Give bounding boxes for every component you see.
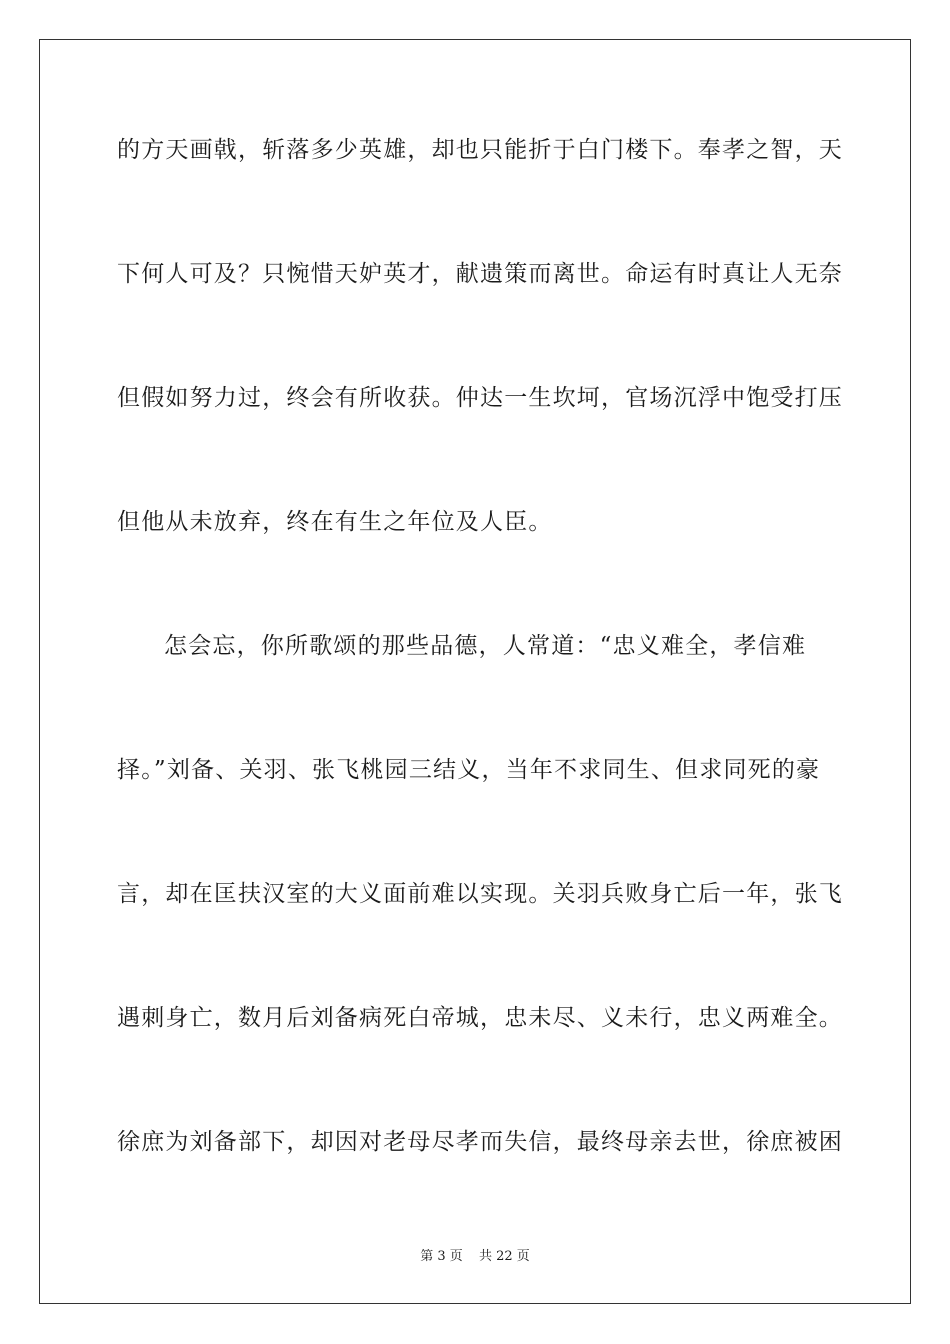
text-line: 遇刺身亡，数月后刘备病死白帝城，忠未尽、义未行，忠义两难全。 bbox=[117, 1005, 843, 1031]
page-total: 共 22 页 bbox=[478, 1249, 530, 1264]
page-number: 第 3 页 bbox=[420, 1249, 463, 1264]
text-line: 但假如努力过，终会有所收获。仲达一生坎坷，官场沉浮中饱受打压 bbox=[117, 385, 843, 411]
text-line: 择。”刘备、关羽、张飞桃园三结义，当年不求同生、但求同死的豪 bbox=[117, 757, 821, 783]
page-footer bbox=[0, 1245, 950, 1264]
text-line: 的方天画戟，斩落多少英雄，却也只能折于白门楼下。奉孝之智，天 bbox=[117, 137, 843, 163]
text-line: 徐庶为刘备部下，却因对老母尽孝而失信，最终母亲去世，徐庶被困 bbox=[117, 1129, 843, 1155]
text-line: 言，却在匡扶汉室的大义面前难以实现。关羽兵败身亡后一年，张飞 bbox=[117, 881, 843, 907]
text-line: 但他从未放弃，终在有生之年位及人臣。 bbox=[117, 509, 553, 535]
text-line: 下何人可及？只惋惜天妒英才，献遗策而离世。命运有时真让人无奈 bbox=[117, 261, 843, 287]
page-border bbox=[39, 39, 911, 1304]
paragraph-start-line: 怎会忘，你所歌颂的那些品德，人常道：“忠义难全，孝信难 bbox=[164, 633, 807, 659]
